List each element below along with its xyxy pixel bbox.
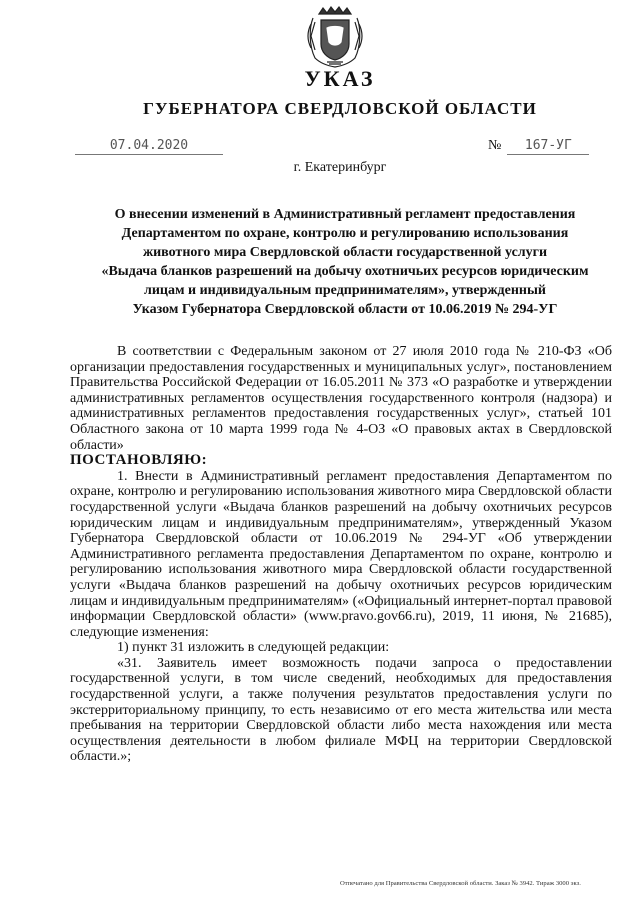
number-value: 167-УГ [507,138,589,155]
heading-line: лицам и индивидуальным предпринимателям», утвержденный [144,283,546,298]
document-number [488,138,608,155]
city: г. Екатеринбург [293,160,387,175]
heading-line: О внесении изменений в Административный регламент предоставления [114,207,576,222]
heading-line: животного мира Свердловской области государственной услуги [142,245,548,260]
document-type: УКАЗ [304,66,376,91]
document-body [70,344,612,765]
preamble-paragraph: В соответствии с Федеральным законом от 27 июля 2010 года № 210-ФЗ «Об организации предоставления государственных и муниципальных услуг», постановлением Правительства Российской Федерации от 16.05.2011 № 373 «О разработке и утверждении административных регламентов осуществления государственного контроля (надзора) и административных регламентов предоставления государственных услуг», статьей 101 Областного закона от 10 марта 1999 года № 4-ОЗ «О правовых актах в Свердловской области» [70,344,612,453]
heading-line: «Выдача бланков разрешений на добычу охотничьих ресурсов юридическим [101,264,589,279]
resolve-word: ПОСТАНОВЛЯЮ: [70,452,208,469]
document-heading [70,205,620,319]
print-footer: Отпечатано для Правительства Свердловской области. Заказ № 3942. Тираж 3000 экз. [340,880,581,887]
coat-of-arms-icon [305,6,365,68]
item-1-1-paragraph: 1) пункт 31 изложить в следующей редакции: [117,640,390,656]
heading-line: Департаментом по охране, контролю и регулированию использования [121,226,569,241]
item-1-paragraph: 1. Внести в Административный регламент предоставления Департаментом по охране, контролю и регулированию использования животного мира Свердловской области государственной услуги «Выдача бланков разрешений на добычу охотничьих ресурсов юридическим лицам и индивидуальным предпринимателям», утвержденный Указом Губернатора Свердловской области от 10.06.2019 № 294-УГ «Об утверждении Административного регламента предоставления Департаментом по охране, контролю и регулированию использования животного мира Свердловской области государственной услуги «Выдача бланков разрешений на добычу охотничьих ресурсов юридическим лицам и индивидуальным предпринимателям» («Официальный интернет-портал правовой информации Свердловской области» (www.pravo.gov66.ru), 2019, 11 июня, № 21685), следующие изменения: [70,468,612,640]
number-sign: № [488,138,502,153]
document-date: 07.04.2020 [75,138,223,155]
quote-paragraph-31: «31. Заявитель имеет возможность подачи запроса о предоставлении государственной услуги, в том числе сведений, необходимых для предоставления государственной услуги, а также получения результатов предоставления услуги по экстерриториальному принципу, то есть независимо от его места жительства или места пребывания на территории Свердловской области либо места нахождения или места осуществления деятельности в любом филиале МФЦ на территории Свердловской области.»; [70,655,612,765]
heading-line: Указом Губернатора Свердловской области от 10.06.2019 № 294-УГ [132,302,558,317]
issuer-title: ГУБЕРНАТОРА СВЕРДЛОВСКОЙ ОБЛАСТИ [143,99,537,118]
